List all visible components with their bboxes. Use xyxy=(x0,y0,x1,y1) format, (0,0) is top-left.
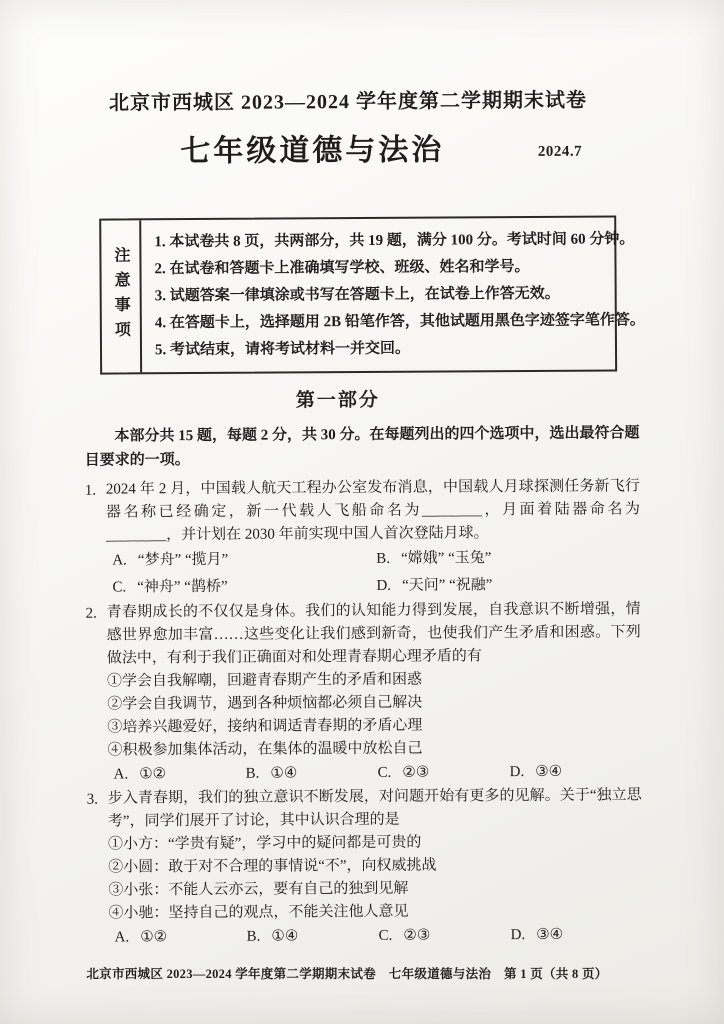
question-1 xyxy=(85,475,641,601)
statement-1: ①学会自我解嘲，回避青春期产生的矛盾和困惑 xyxy=(106,671,423,690)
option-a: A. “梦舟” “揽月” xyxy=(112,551,229,569)
option-b: B. ①④ xyxy=(246,928,299,945)
question-2-body xyxy=(107,598,642,787)
statement-4: ④小驰：坚持自己的观点，不能关注他人意见 xyxy=(108,903,409,922)
option-a: A. ①② xyxy=(114,929,168,946)
notice-label: 注意事项 xyxy=(101,220,142,372)
statement-3: ③培养兴趣爱好，接纳和调适青春期的矛盾心理 xyxy=(107,717,423,736)
exam-title: 北京市西城区 2023—2024 学年度第二学期期末试卷 xyxy=(108,89,588,115)
question-2-options xyxy=(108,759,642,787)
question-3-statements xyxy=(108,830,643,925)
option-b: B. “嫦娥” “玉兔” xyxy=(376,550,492,567)
statement-1: ①小方：“学贵有疑”，学习中的疑问都是可贵的 xyxy=(107,834,422,853)
option-d: D. “天问” “祝融” xyxy=(376,577,493,594)
subject-row xyxy=(83,129,638,174)
page-footer: 北京市西城区 2023—2024 学年度第二学期期末试卷 七年级道德与法治 第 1 页（共 8 页） xyxy=(86,967,608,981)
part-one-intro: 本部分共 15 题，每题 2 分，共 30 分。在每题列出的四个选项中，选出最符合题目要求的一项。 xyxy=(84,425,640,469)
statement-2: ②学会自我调节，遇到各种烦恼都必须自己解决 xyxy=(107,694,423,713)
question-1-number: 1. xyxy=(84,482,97,499)
question-2-number: 2. xyxy=(85,605,97,622)
option-c: C. “神舟” “鹊桥” xyxy=(112,578,228,596)
option-c: C. ②③ xyxy=(378,927,431,944)
notice-item-5: 5. 考试结束，请将考试材料一并交回。 xyxy=(154,340,411,359)
notice-box xyxy=(99,215,645,374)
option-b: B. ①④ xyxy=(245,765,298,782)
question-2 xyxy=(86,598,642,787)
exam-date: 2024.7 xyxy=(537,143,583,160)
part-one-heading: 第一部分 xyxy=(295,389,380,412)
question-1-options xyxy=(106,544,640,601)
question-3-body xyxy=(108,784,643,950)
question-1-stem: 2024 年 2 月，中国载人航天工程办公室发布消息，中国载人月球探测任务新飞行器名称已经确定，新一代载人飞船命名为________，月面着陆器命名为________，并计划在 2030 年前实现中国人首次登陆月球。 xyxy=(105,478,641,544)
question-3-stem: 步入青春期，我们的独立意识不断发展，对问题开始有更多的见解。关于“独立思考”，同学们展开了讨论，其中认识合理的是 xyxy=(107,787,642,830)
notice-item-1: 1. 本试卷共 8 页，共两部分，共 19 题，满分 100 分。考试时间 60 分钟。 xyxy=(154,231,635,251)
question-3-number: 3. xyxy=(86,791,99,808)
question-3 xyxy=(87,784,643,950)
subject-title: 七年级道德与法治 xyxy=(180,133,445,169)
option-d: D. ③④ xyxy=(510,926,564,944)
statement-4: ④积极参加集体活动，在集体的温暖中放松自己 xyxy=(107,740,423,759)
notice-item-4: 4. 在答题卡上，选择题用 2B 铅笔作答，其他试题用黑色字迹签字笔作答。 xyxy=(154,312,645,332)
statement-3: ③小张：不能人云亦云，要有自己的独到见解 xyxy=(108,880,409,899)
notice-item-3: 3. 试题答案一律填涂或书写在答题卡上，在试卷上作答无效。 xyxy=(154,285,560,305)
question-2-statements xyxy=(107,667,642,762)
option-c: C. ②③ xyxy=(377,764,430,781)
option-a: A. ①② xyxy=(113,766,167,783)
notice-items xyxy=(141,217,651,372)
statement-2: ②小圆：敢于对不合理的事情说“不”，向权威挑战 xyxy=(108,857,437,876)
option-d: D. ③④ xyxy=(509,763,563,781)
question-2-stem: 青春期成长的不仅仅是身体。我们的认知能力得到发展，自我意识不断增强，情感世界愈加丰富……这些变化让我们感到新奇，也使我们产生矛盾和困惑。下列做法中，有利于我们正确面对和处理青春期心理矛盾的有 xyxy=(106,601,641,667)
question-3-options xyxy=(109,922,643,950)
notice-item-2: 2. 在试卷和答题卡上准确填写学校、班级、姓名和学号。 xyxy=(154,258,530,278)
question-1-body xyxy=(106,475,641,601)
question-list xyxy=(85,475,643,950)
